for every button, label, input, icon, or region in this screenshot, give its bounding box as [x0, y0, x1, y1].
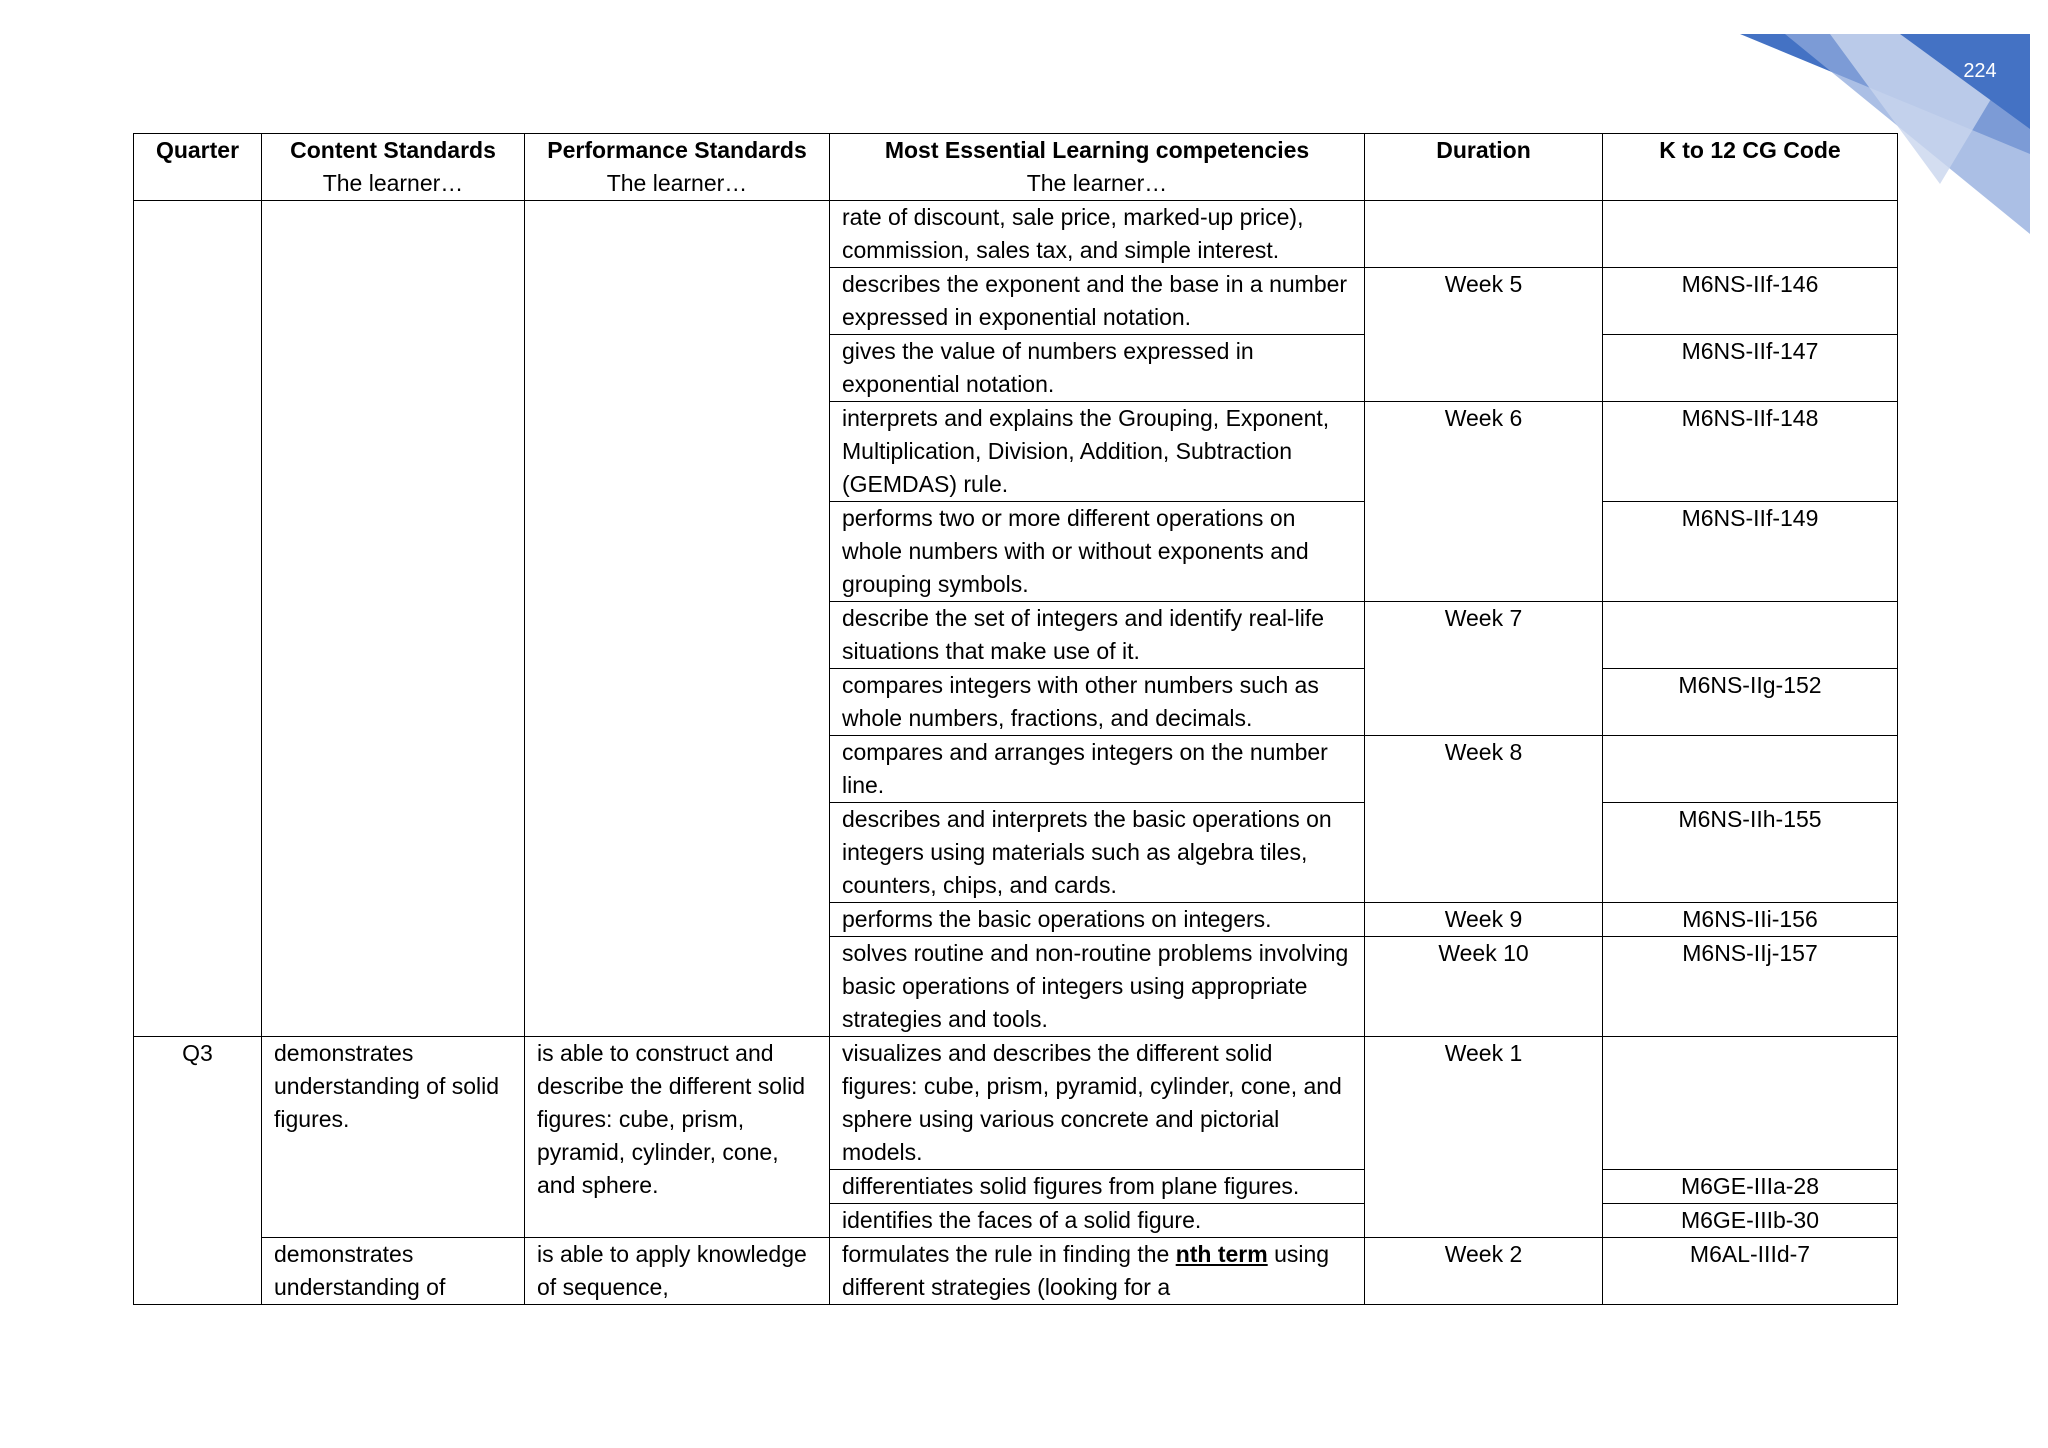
cg-code-cell: [1603, 201, 1898, 268]
duration-cell: Week 7: [1365, 602, 1603, 736]
competency-cell: describes and interprets the basic operations on integers using materials such as algebra tiles, counters, chips, and cards.: [830, 803, 1365, 903]
cg-code-cell: [1603, 736, 1898, 803]
performance-standard-cell: is able to apply knowledge of sequence,: [525, 1238, 830, 1305]
competency-cell: compares integers with other numbers such as whole numbers, fractions, and decimals.: [830, 669, 1365, 736]
table-row: [134, 201, 1898, 268]
competency-cell: interprets and explains the Grouping, Exponent, Multiplication, Division, Addition, Subtraction (GEMDAS) rule.: [830, 402, 1365, 502]
duration-cell: Week 8: [1365, 736, 1603, 903]
quarter-cell: Q3: [134, 1037, 262, 1305]
cg-code-cell: M6NS-IIh-155: [1603, 803, 1898, 903]
duration-cell: [1365, 201, 1603, 268]
nth-term-emphasis: nth term: [1175, 1241, 1268, 1267]
table-row: [134, 1037, 1898, 1170]
header-learning-competencies: Most Essential Learning competencies The learner…: [830, 134, 1365, 201]
duration-cell: Week 10: [1365, 937, 1603, 1037]
competency-cell: describes the exponent and the base in a number expressed in exponential notation.: [830, 268, 1365, 335]
competency-text: using different strategies (looking for a: [842, 1241, 1330, 1300]
competency-cell: identifies the faces of a solid figure.: [830, 1204, 1365, 1238]
cg-code-cell: M6NS-IIg-152: [1603, 669, 1898, 736]
curriculum-table: [133, 133, 1898, 1305]
cg-code-cell: [1603, 602, 1898, 669]
duration-cell: Week 1: [1365, 1037, 1603, 1238]
cg-code-cell: [1603, 1037, 1898, 1170]
table-header-row: [134, 134, 1898, 201]
competency-cell: performs two or more different operations on whole numbers with or without exponents and grouping symbols.: [830, 502, 1365, 602]
competency-cell: visualizes and describes the different solid figures: cube, prism, pyramid, cylinder, cone, and sphere using various concrete and pictorial models.: [830, 1037, 1365, 1170]
content-standard-cell: [262, 201, 525, 1037]
header-performance-standards: Performance Standards The learner…: [525, 134, 830, 201]
content-standard-cell: demonstrates understanding of solid figures.: [262, 1037, 525, 1238]
header-duration: Duration: [1365, 134, 1603, 201]
header-quarter: Quarter: [134, 134, 262, 201]
performance-standard-cell: [525, 201, 830, 1037]
header-cg-code: K to 12 CG Code: [1603, 134, 1898, 201]
cg-code-cell: M6GE-IIIb-30: [1603, 1204, 1898, 1238]
cg-code-cell: M6NS-IIi-156: [1603, 903, 1898, 937]
competency-cell: differentiates solid figures from plane figures.: [830, 1170, 1365, 1204]
competency-cell: rate of discount, sale price, marked-up price), commission, sales tax, and simple interest.: [830, 201, 1365, 268]
competency-cell: [830, 1238, 1365, 1305]
competency-text: formulates the rule in finding the: [842, 1241, 1176, 1267]
performance-standard-cell: is able to construct and describe the different solid figures: cube, prism, pyramid, cylinder, cone, and sphere.: [525, 1037, 830, 1238]
cg-code-cell: M6GE-IIIa-28: [1603, 1170, 1898, 1204]
competency-cell: solves routine and non-routine problems involving basic operations of integers using appropriate strategies and tools.: [830, 937, 1365, 1037]
table-row: [134, 1238, 1898, 1305]
quarter-cell: [134, 201, 262, 1037]
cg-code-cell: M6NS-IIf-148: [1603, 402, 1898, 502]
duration-cell: Week 9: [1365, 903, 1603, 937]
competency-cell: performs the basic operations on integers.: [830, 903, 1365, 937]
cg-code-cell: M6NS-IIj-157: [1603, 937, 1898, 1037]
cg-code-cell: M6NS-IIf-146: [1603, 268, 1898, 335]
cg-code-cell: M6AL-IIId-7: [1603, 1238, 1898, 1305]
cg-code-cell: M6NS-IIf-147: [1603, 335, 1898, 402]
duration-cell: Week 2: [1365, 1238, 1603, 1305]
competency-cell: describe the set of integers and identify real-life situations that make use of it.: [830, 602, 1365, 669]
content-standard-cell: demonstrates understanding of: [262, 1238, 525, 1305]
competency-cell: gives the value of numbers expressed in exponential notation.: [830, 335, 1365, 402]
duration-cell: Week 5: [1365, 268, 1603, 402]
competency-cell: compares and arranges integers on the number line.: [830, 736, 1365, 803]
duration-cell: Week 6: [1365, 402, 1603, 602]
header-content-standards: Content Standards The learner…: [262, 134, 525, 201]
page-number: 224: [1963, 60, 1997, 82]
cg-code-cell: M6NS-IIf-149: [1603, 502, 1898, 602]
